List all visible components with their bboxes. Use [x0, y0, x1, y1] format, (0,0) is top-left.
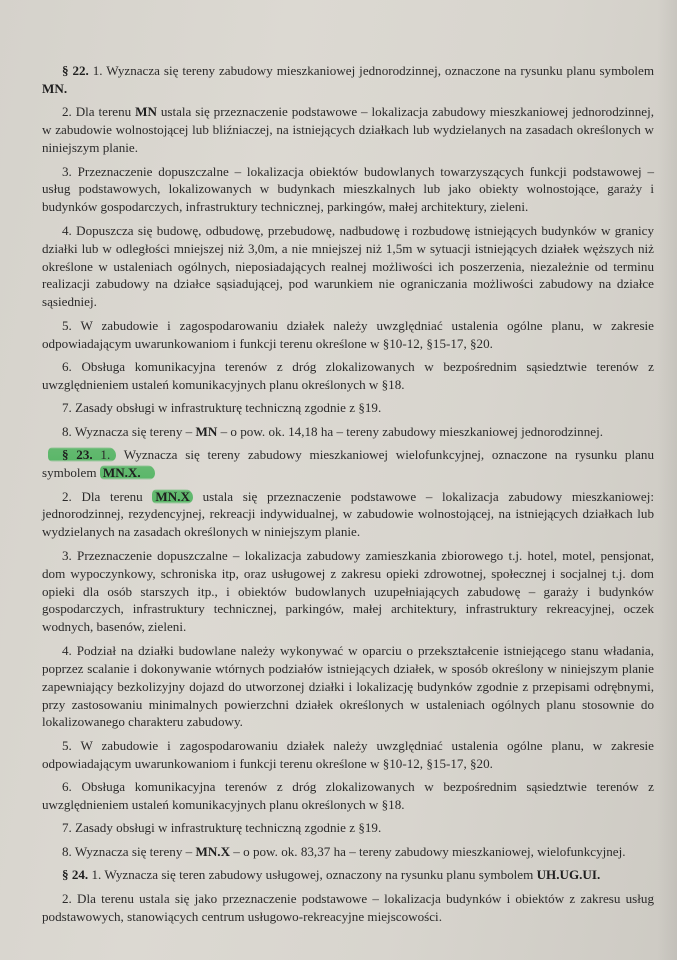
section-sign: § 23. — [62, 447, 93, 463]
green-highlight: § 23. 1. — [48, 447, 116, 462]
zone-symbol: MN.X. — [102, 465, 141, 481]
paragraph-22-2: 2. Dla terenu MN ustala się przeznaczenie podstawowe – lokalizacja zabudowy mieszkaniowej jednorodzinnej, w zabudowie wolnostojącej lub bliźniaczej, na istniejących działkach lub wydzielanych na zasadach określonych w niniejszym planie. — [42, 104, 655, 156]
zone-symbol: MN — [135, 104, 157, 120]
section-23 — [42, 446, 654, 861]
paragraph-22-1: § 22. 1. Wyznacza się tereny zabudowy mieszkaniowej jednorodzinnej, oznaczone na rysunku planu symbolem MN. — [42, 63, 655, 96]
paragraph-23-6: 6. Obsługa komunikacyjna terenów z dróg zlokalizowanych w bezpośrednim sąsiedztwie terenów z uwzględnieniem ustaleń komunikacyjnych planu określonych w §18. — [42, 779, 654, 813]
paragraph-22-4: 4. Dopuszcza się budowę, odbudowę, przebudowę, nadbudowę i rozbudowę istniejących budynków w granicy działki lub w odległości mniejszej niż 3,0m, a nie mniejszej niż 1,5m w sytuacji istniejących działek węższych niż określone w ustaleniach ogólnych, nieposiadających realnej możliwości ich poszerzenia, niezależnie od terminu realizacji zabudowy na działce sąsiadującej, pod warunkiem nie ograniczania możliwości zabudowy na działce sąsiedniej. — [42, 222, 654, 310]
paragraph-22-7: 7. Zasady obsługi w infrastrukturę techniczną zgodnie z §19. — [62, 400, 382, 416]
paragraph-22-8: 8. Wyznacza się tereny – MN – o pow. ok. 14,18 ha – tereny zabudowy mieszkaniowej jednorodzinnej. — [62, 423, 603, 439]
zone-symbol: MN — [195, 423, 218, 439]
paragraph-23-7: 7. Zasady obsługi w infrastrukturę techniczną zgodnie z §19. — [62, 820, 382, 836]
green-highlight — [152, 489, 193, 504]
paragraph-22-5: 5. W zabudowie i zagospodarowaniu działek należy uwzględniać ustalenia ogólne planu, w zakresie odpowiadającym uwarunkowaniom i funkcji terenu określone w §10-12, §15-17, §20. — [42, 317, 654, 351]
paragraph-22-3: 3. Przeznaczenie dopuszczalne – lokalizacja obiektów budowlanych towarzyszących funkcji podstawowej – usług podstawowych, lokalizowanych w budynkach mieszkalnych lub jako obiekty wolnostojące, garaży i budynków gospodarczych, infrastruktury technicznej, parkingów, małej architektury, zieleni. — [42, 163, 654, 215]
paragraph-23-5: 5. W zabudowie i zagospodarowaniu działek należy uwzględniać ustalenia ogólne planu, w zakresie odpowiadającym uwarunkowaniom i funkcji terenu określone w §10-12, §15-17, §20. — [42, 737, 654, 771]
section-22 — [42, 62, 654, 441]
document-body — [42, 62, 654, 931]
paragraph-24-2: 2. Dla terenu ustala się jako przeznaczenie podstawowe – lokalizacja budynków i obiektów z zakresu usług podstawowych, stanowiących centrum usługowo-rekreacyjne miejscowości. — [42, 890, 654, 924]
section-sign: § 24. — [62, 867, 89, 883]
zone-symbol: MN — [42, 80, 64, 96]
paper-shadow — [657, 0, 677, 960]
paragraph-23-8: 8. Wyznacza się tereny – MN.X – o pow. ok. 83,37 ha – tereny zabudowy mieszkaniowej, wielofunkcyjnej. — [62, 843, 626, 859]
paragraph-24-1: § 24. 1. Wyznacza się teren zabudowy usługowej, oznaczony na rysunku planu symbolem UH.UG.UI. — [62, 867, 601, 883]
paragraph-22-6: 6. Obsługa komunikacyjna terenów z dróg zlokalizowanych w bezpośrednim sąsiedztwie terenów z uwzględnieniem ustaleń komunikacyjnych planu określonych w §18. — [42, 359, 654, 392]
zone-symbol: MN.X — [195, 843, 231, 859]
green-highlight — [100, 465, 155, 480]
zone-symbol: UH.UG.UI. — [536, 867, 601, 883]
paragraph-23-1: § 23. 1. Wyznacza się tereny zabudowy mieszkaniowej wielofunkcyjnej, oznaczone na rysunku planu symbolem MN.X. — [42, 447, 655, 481]
paragraph-23-2: 2. Dla terenu MN.X ustala się przeznaczenie podstawowe – lokalizacja zabudowy mieszkaniowej: jednorodzinnej, rezydencyjnej, rekreacji indywidualnej, w zabudowie wolnostojącej, na istniejących działkach lub wydzielanych na zasadach określonych w niniejszym planie. — [42, 488, 654, 540]
paragraph-23-4: 4. Podział na działki budowlane należy wykonywać w oparciu o przekształcenie istniejącego stanu władania, poprzez scalanie i dokonywanie wtórnych podziałów istniejących działek, w sposób określony w niniejszym planie zapewniający bezkolizyjny dojazd do utworzonej działki i lokalizację budynków zgodnie z przepisami odrębnymi, przy zastosowaniu minimalnych powierzchni działek określonych w ustaleniach ogólnych planu stosownie do lokalizowanego charakteru zabudowy. — [42, 642, 654, 730]
paragraph-23-3: 3. Przeznaczenie dopuszczalne – lokalizacja zabudowy zamieszkania zbiorowego t.j. hotel, motel, pensjonat, dom wypoczynkowy, schroniska itp, oraz usługowej z zakresu opieki zdrowotnej, społecznej i socjalnej t.j. dom opieki dla osób starszych itp., i obiektów budowlanych uzupełniających zabudowę – garaży i budynków gospodarczych, infrastruktury technicznej, parkingów, małej architektury, infrastruktury rekreacyjnej, oczek wodnych, basenów, zieleni. — [42, 547, 654, 635]
section-sign: § 22. — [62, 63, 89, 78]
zone-symbol: MN.X — [155, 488, 190, 504]
section-24 — [42, 866, 654, 925]
